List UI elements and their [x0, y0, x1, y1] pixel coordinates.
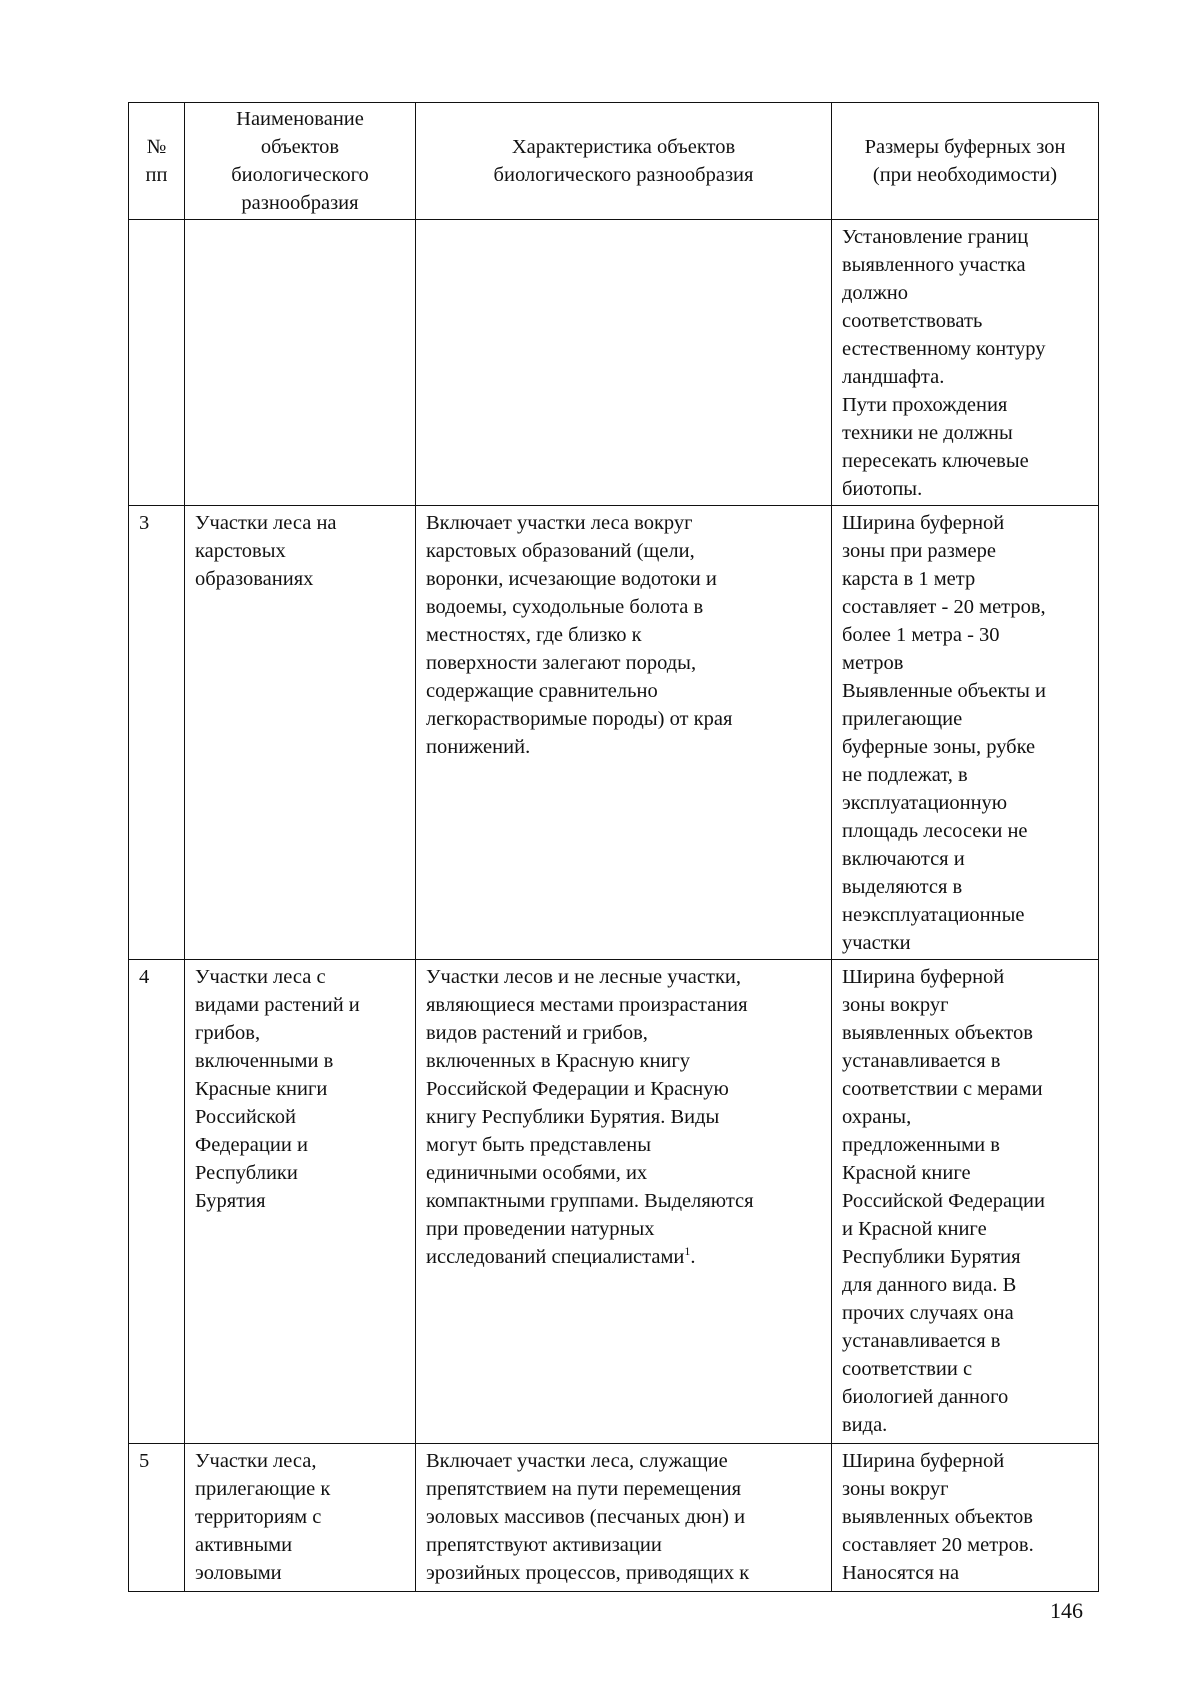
characteristic-end: . — [690, 1246, 696, 1268]
table-row — [129, 1444, 1099, 1592]
characteristic-text: Участки лесов и не лесные участки, являющиеся местами произрастания видов растений и грибов, включенных в Красную книгу Российской Федерации и Красную книгу Республики Бурятия. Виды могут быть представлены единичными особями, их компактными группами. Выделяются при проведении натурных исследований специалистами — [426, 966, 754, 1268]
page-number: 146 — [1050, 1598, 1083, 1623]
footnote-marker: 1 — [684, 1244, 691, 1259]
row-characteristic — [416, 960, 832, 1444]
row-number: 3 — [129, 506, 185, 960]
table-row — [129, 506, 1099, 960]
row-buffer-size: Ширина буферной зоны вокруг выявленных объектов устанавливается в соответствии с мерами охраны, предложенными в Красной книге Российской Федерации и Красной книге Республики Бурятия для данного вида. В прочих случаях она устанавливается в соответствии с биологией данного вида. — [832, 960, 1099, 1444]
header-number: № пп — [129, 103, 185, 220]
row-characteristic: Включает участки леса, служащие препятствием на пути перемещения эоловых массивов (песчаных дюн) и препятствуют активизации эрозийных процессов, приводящих к — [416, 1444, 832, 1592]
row-object-name — [185, 220, 416, 506]
row-object-name: Участки леса, прилегающие к территориям с активными эоловыми — [185, 1444, 416, 1592]
row-buffer-size: Ширина буферной зоны при размере карста в 1 метр составляет - 20 метров, более 1 метра - 30 метров Выявленные объекты и прилегающие буферные зоны, рубке не подлежат, в эксплуатационную площадь лесосеки не включаются и выделяются в неэксплуатационные участки — [832, 506, 1099, 960]
row-object-name: Участки леса с видами растений и грибов, включенными в Красные книги Российской Федерации и Республики Бурятия — [185, 960, 416, 1444]
row-number: 5 — [129, 1444, 185, 1592]
table-row — [129, 960, 1099, 1444]
row-number — [129, 220, 185, 506]
row-number: 4 — [129, 960, 185, 1444]
header-characteristic: Характеристика объектов биологического разнообразия — [416, 103, 832, 220]
table-row — [129, 220, 1099, 506]
row-characteristic: Включает участки леса вокруг карстовых образований (щели, воронки, исчезающие водотоки и водоемы, суходольные болота в местностях, где близко к поверхности залегают породы, содержащие сравнительно легкорастворимые породы) от края понижений. — [416, 506, 832, 960]
header-buffer-size: Размеры буферных зон (при необходимости) — [832, 103, 1099, 220]
table-header-row — [129, 103, 1099, 220]
row-buffer-size: Установление границ выявленного участка должно соответствовать естественному контуру ландшафта. Пути прохождения техники не должны пересекать ключевые биотопы. — [832, 220, 1099, 506]
row-object-name: Участки леса на карстовых образованиях — [185, 506, 416, 960]
header-object-name: Наименование объектов биологического разнообразия — [185, 103, 416, 220]
row-buffer-size: Ширина буферной зоны вокруг выявленных объектов составляет 20 метров. Наносятся на — [832, 1444, 1099, 1592]
biodiversity-table — [128, 102, 1099, 1592]
row-characteristic — [416, 220, 832, 506]
